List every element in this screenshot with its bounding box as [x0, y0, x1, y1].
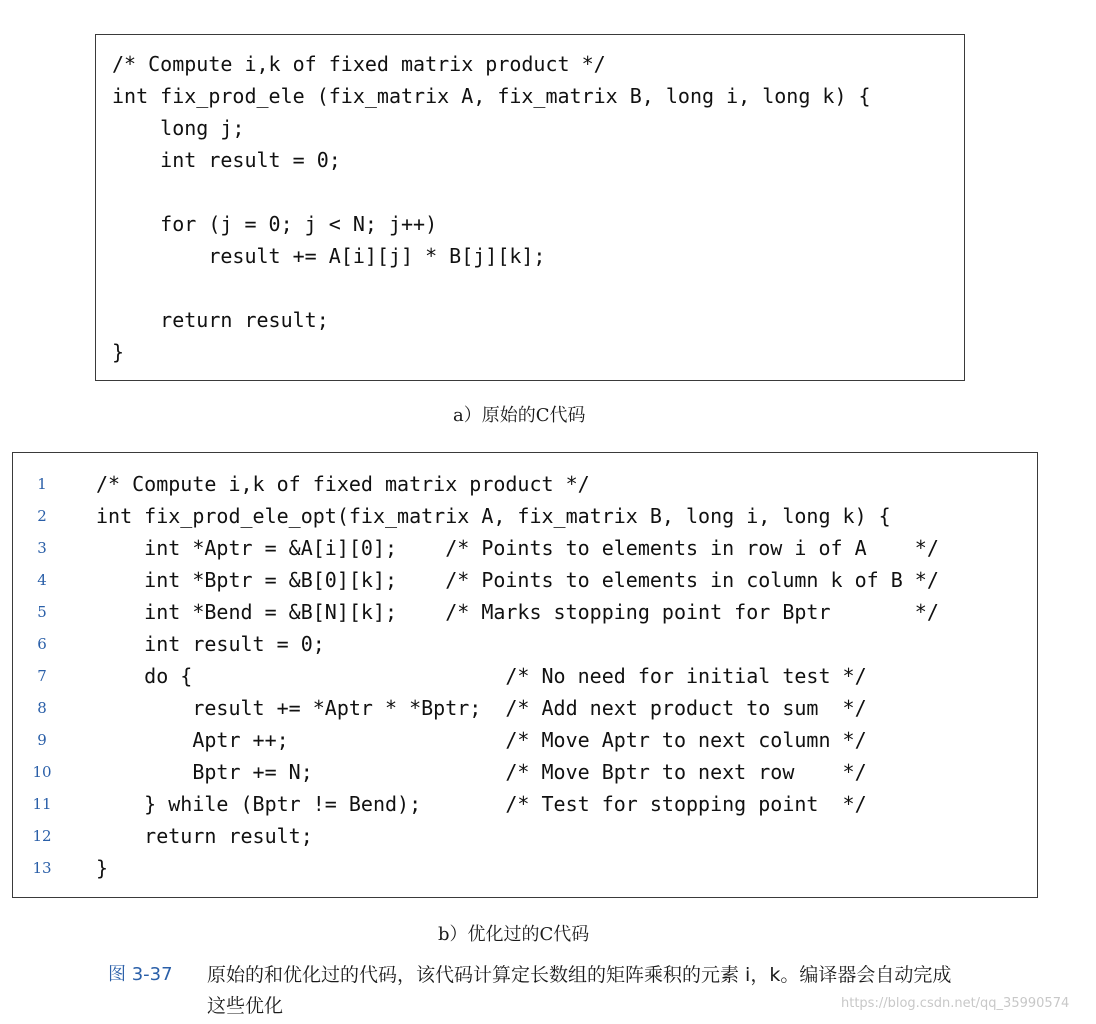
code-optimized-line: /* Compute i,k of fixed matrix product */ [96, 472, 590, 496]
line-number: 10 [32, 763, 52, 781]
code-optimized-line: int *Bptr = &B[0][k]; /* Points to elements in column k of B */ [96, 568, 939, 592]
line-number: 11 [32, 795, 52, 813]
code-optimized-line: Aptr ++; /* Move Aptr to next column */ [96, 728, 867, 752]
line-number: 1 [37, 475, 47, 493]
code-optimized-line: return result; [96, 824, 313, 848]
code-original-line: result += A[i][j] * B[j][k]; [112, 244, 546, 268]
line-number: 7 [37, 667, 47, 685]
caption-original-code: a）原始的C代码 [453, 405, 586, 426]
line-number: 12 [32, 827, 52, 845]
caption-optimized-code: b）优化过的C代码 [438, 924, 590, 945]
code-original-line: } [112, 340, 125, 364]
code-original-line [112, 272, 871, 304]
line-number: 9 [37, 731, 47, 749]
code-optimized-line: } [96, 856, 109, 880]
line-number: 5 [37, 603, 47, 621]
line-number: 8 [37, 699, 47, 717]
code-original-line: return result; [112, 308, 329, 332]
code-optimized-line: } while (Bptr != Bend); /* Test for stopping point */ [96, 792, 867, 816]
code-original-line: /* Compute i,k of fixed matrix product */ [112, 52, 606, 76]
line-number: 6 [37, 635, 47, 653]
code-optimized-line: int *Aptr = &A[i][0]; /* Points to elements in row i of A */ [96, 536, 939, 560]
code-listing-optimized [96, 468, 939, 884]
line-number: 4 [37, 571, 47, 589]
line-number: 2 [37, 507, 47, 525]
code-optimized-line: int *Bend = &B[N][k]; /* Marks stopping point for Bptr */ [96, 600, 939, 624]
figure-label: 图 3-37 [108, 964, 173, 985]
code-optimized-line: int result = 0; [96, 632, 325, 656]
code-optimized-line: do { /* No need for initial test */ [96, 664, 867, 688]
line-number: 13 [32, 859, 52, 877]
code-listing-original [112, 48, 871, 368]
code-optimized-line: result += *Aptr * *Bptr; /* Add next product to sum */ [96, 696, 867, 720]
code-original-line: for (j = 0; j < N; j++) [112, 212, 438, 236]
figure-caption-text: 原始的和优化过的代码，该代码计算定长数组的矩阵乘积的元素 i，k。编译器会自动完成这些优化 [207, 964, 952, 1017]
code-original-line: int fix_prod_ele (fix_matrix A, fix_matrix B, long i, long k) { [112, 84, 871, 108]
code-original-line: long j; [112, 116, 245, 140]
code-original-line [112, 176, 871, 208]
code-original-line: int result = 0; [112, 148, 341, 172]
line-number: 3 [37, 539, 47, 557]
code-optimized-line: int fix_prod_ele_opt(fix_matrix A, fix_matrix B, long i, long k) { [96, 504, 891, 528]
watermark-url: https://blog.csdn.net/qq_35990574 [841, 996, 1070, 1011]
code-optimized-line: Bptr += N; /* Move Bptr to next row */ [96, 760, 867, 784]
